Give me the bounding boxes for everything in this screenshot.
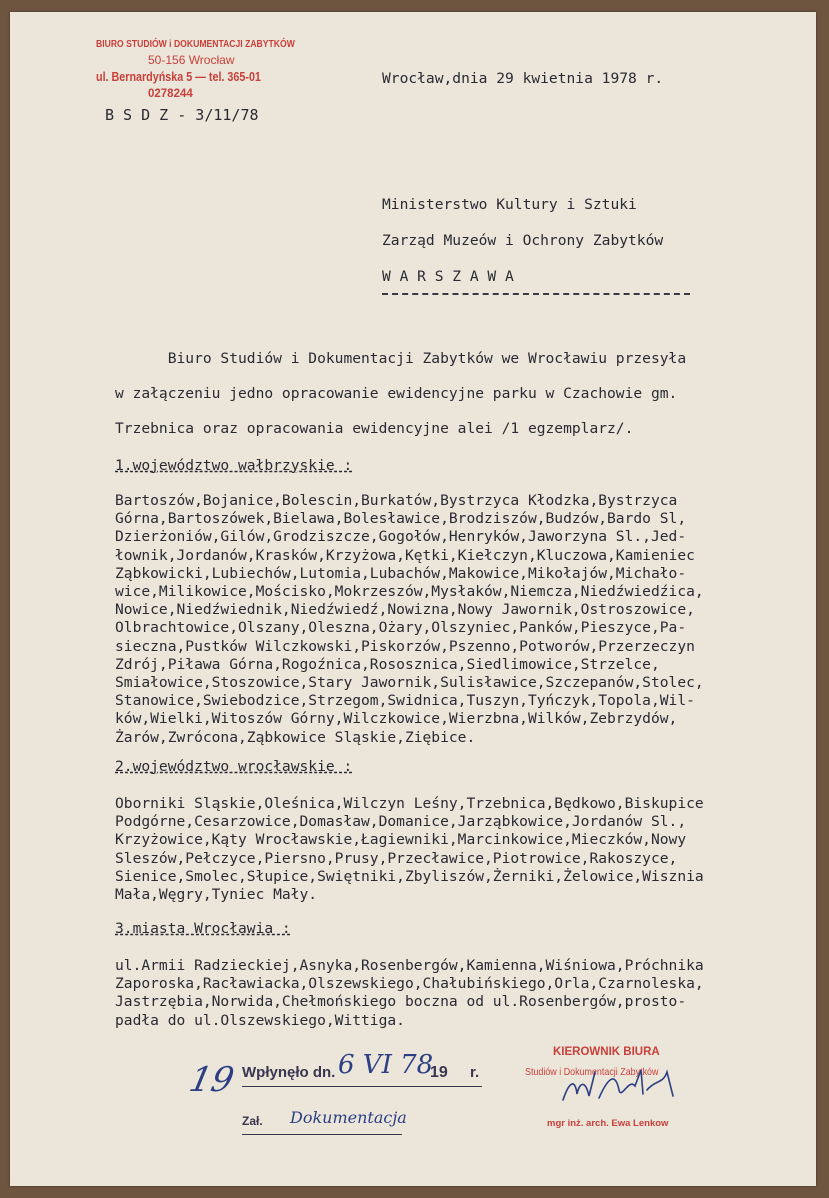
section1-line: ków,Wielki,Witoszów Górny,Wilczkowice,Wierzbna,Wilków,Zebrzydów, [115,710,678,728]
signature-name: mgr inż. arch. Ewa Lenkow [547,1118,669,1129]
section1-line: Zdrój,Piława Górna,Rogoźnica,Rososznica,Siedlimowice,Strzelce, [115,655,660,673]
stamp-office-name: BIURO STUDIÓW i DOKUMENTACJI ZABYTKÓW [96,38,295,50]
section2-heading: 2.województwo wrocławskie : [115,758,353,775]
intro-paragraph [115,350,805,440]
received-label: Wpłynęło dn. [242,1064,336,1081]
handwritten-signature [555,1060,685,1110]
section1-line: wice,Milikowice,Mościsko,Mokrzeszów,Mysłaków,Niemcza,Niedźwiedźica, [115,583,704,600]
stamp-postcode: 50-156 Wrocław [148,53,235,67]
section1-line: Górna,Bartoszówek,Bielawa,Bolesławice,Brodziszów,Budzów,Bardo Sl, [115,510,687,528]
addressee-underline [382,293,690,295]
handwritten-note: Dokumentacja [290,1108,407,1127]
signature-stamp [525,1046,755,1146]
section3-line: ul.Armii Radzieckiej,Asnyka,Rosenbergów,Kamienna,Wiśniowa,Próchnika [115,957,704,974]
section3-line: Jastrzębia,Norwida,Chełmońskiego boczna od ul.Rosenbergów,prosto- [115,993,687,1011]
intro-line: w załączeniu jedno opracowanie ewidencyjne parku w Czachowie gm. [115,385,678,402]
section2-line: Krzyżowice,Kąty Wrocławskie,Łagiewniki,Marcinkowice,Mieczków,Nowy [115,831,687,849]
section2-line: Sleszów,Pełczyce,Piersno,Prusy,Przecławice,Piotrowice,Rakoszyce, [115,849,678,867]
section1-line: Bartoszów,Bojanice,Bolescin,Burkatów,Bystrzyca Kłodzka,Bystrzyca [115,492,678,509]
section1-list [115,492,815,752]
received-letter: r. [470,1064,480,1081]
received-stamp [185,1050,510,1154]
addressee-city: W A R S Z A W A [382,268,514,285]
section1-line: Nowice,Niedźwiednik,Niedźwiedź,Nowizna,Nowy Jawornik,Ostroszowice, [115,601,695,619]
section1-line: Stanowice,Swiebodzice,Strzegom,Swidnica,Tuszyn,Tyńczyk,Topola,Wil- [115,692,695,710]
handwritten-number: 19 [185,1060,238,1100]
date-line: Wrocław,dnia 29 kwietnia 1978 r. [382,70,664,87]
document-page [10,12,816,1186]
signature-subtitle: Studiów i Dokumentacji Zabytków [525,1066,659,1078]
section1-line: sieczna,Pustków Wilczkowski,Piskorzów,Pszenno,Potworów,Przerzeczyn [115,637,695,655]
section2-list [115,795,815,910]
received-underline [242,1086,482,1087]
zal-label: Zał. [242,1114,263,1128]
section3-line: padła do ul.Olszewskiego,Wittiga. [115,1011,405,1029]
section1-line: Smiałowice,Stoszowice,Stary Jawornik,Sulisławice,Szczepanów,Stolec, [115,674,704,691]
section2-line: Podgórne,Cesarzowice,Domasław,Domanice,Jarząbkowice,Jordanów Sl., [115,813,687,831]
section1-line: Żarów,Zwrócona,Ząbkowice Sląskie,Ziębice. [115,728,476,746]
signature-title: KIEROWNIK BIURA [553,1046,660,1058]
section3-list [115,957,815,1032]
handwritten-received-date: 6 VI 78 [338,1050,434,1080]
received-year: 19 [430,1064,448,1081]
section2-line: Oborniki Sląskie,Oleśnica,Wilczyn Leśny,Trzebnica,Będkowo,Biskupice [115,795,704,812]
stamp-number: 0278244 [148,88,193,100]
addressee-ministry: Ministerstwo Kultury i Sztuki [382,196,637,213]
reference-number: B S D Z - 3/11/78 [105,106,259,124]
section1-line: Olbrachtowice,Olszany,Oleszna,Ożary,Olszyniec,Panków,Pieszyce,Pa- [115,619,687,637]
section3-line: Zaporoska,Racławiacka,Olszewskiego,Chałubińskiego,Orla,Czarnoleska, [115,975,704,993]
zal-underline [242,1134,402,1135]
intro-line: Biuro Studiów i Dokumentacji Zabytków we Wrocławiu przesyła [115,350,687,367]
section1-line: Dzierżoniów,Gilów,Grodziszcze,Gogołów,Henryków,Jaworzyna Sl.,Jed- [115,528,687,546]
stamp-address: ul. Bernardyńska 5 — tel. 365-01 [96,70,261,84]
section1-line: łownik,Jordanów,Krasków,Krzyżowa,Kętki,Kiełczyn,Kluczowa,Kamieniec [115,546,695,564]
addressee-department: Zarząd Muzeów i Ochrony Zabytków [382,232,664,249]
intro-line: Trzebnica oraz opracowania ewidencyjne alei /1 egzemplarz/. [115,420,634,437]
section1-heading: 1.województwo wałbrzyskie : [115,457,353,474]
section2-line: Mała,Węgry,Tyniec Mały. [115,886,318,903]
section2-line: Sienice,Smolec,Słupice,Swiętniki,Zbyliszów,Żerniki,Żelowice,Wisznia [115,867,704,885]
section1-line: Ząbkowicki,Lubiechów,Lutomia,Lubachów,Makowice,Mikołajów,Michało- [115,564,687,582]
section3-heading: 3.miasta Wrocławia : [115,920,291,937]
